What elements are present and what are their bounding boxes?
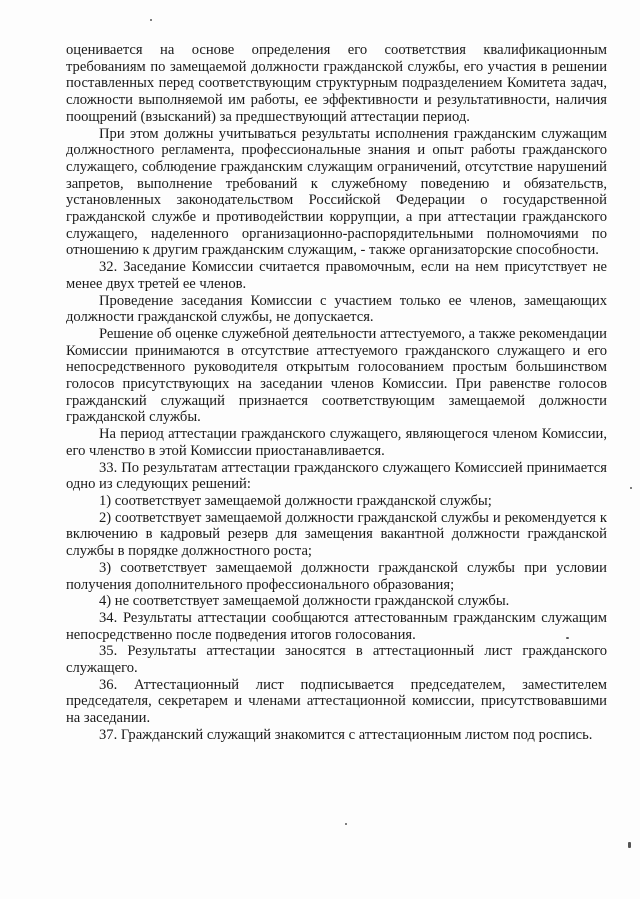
- scan-speck: [150, 19, 152, 21]
- scan-speck: [628, 842, 631, 848]
- document-body: [66, 42, 607, 744]
- paragraph-37-acknowledgement: 37. Гражданский служащий знакомится с аттестационным листом под роспись.: [99, 726, 593, 743]
- scan-speck: [566, 637, 569, 639]
- list-item-decision-4: 4) не соответствует замещаемой должности гражданской службы.: [99, 593, 510, 610]
- list-item-decision-2: 2) соответствует замещаемой должности гражданской службы и рекомендуется к включению в кадровый резерв для замещения вакантной должности гражданской службы в порядке должностного роста;: [66, 509, 607, 560]
- paragraph-32-decision-voting: Решение об оценке служебной деятельности аттестуемого, а также рекомендации Комиссии принимаются в отсутствие аттестуемого гражданского служащего и его непосредственного руководителя открытым голосованием простым большинством голосов присутствующих на заседании членов Комиссии. При равенстве голосов гражданский служащий признается соответствующим замещаемой должности гражданской службы.: [66, 325, 607, 426]
- paragraph-36-signing: 36. Аттестационный лист подписывается председателем, заместителем председателя, секретарем и членами аттестационной комиссии, присутствовавшими на заседании.: [66, 676, 607, 727]
- paragraph-32-members-only: Проведение заседания Комиссии с участием только ее членов, замещающих должности гражданской службы, не допускается.: [66, 292, 607, 326]
- scan-speck: [345, 823, 347, 825]
- paragraph-evaluation-criteria: При этом должны учитываться результаты исполнения гражданским служащим должностного регламента, профессиональные знания и опыт работы гражданского служащего, соблюдение гражданским служащим ограничений, отсутствие нарушений запретов, выполнение требований к служебному поведению и обязательств, установленных законодательством Российской Федерации о государственной гражданской службе и противодействии коррупции, а при аттестации гражданского служащего, наделенного организационно-распорядительными полномочиями по отношению к другим гражданским служащим, - также организаторские способности.: [66, 125, 607, 259]
- paragraph-continuation: оценивается на основе определения его соответствия квалификационным требованиям по замещаемой должности гражданской службы, его участия в решении поставленных перед соответствующим структурным подразделением Комитета задач, сложности выполняемой им работы, ее эффективности и результативности, наличия поощрений (взысканий) за предшествующий аттестации период.: [66, 42, 607, 125]
- list-item-decision-3: 3) соответствует замещаемой должности гражданской службы при условии получения дополнительного профессионального образования;: [66, 559, 607, 593]
- paragraph-35-results-recorded: 35. Результаты аттестации заносятся в аттестационный лист гражданского служащего.: [66, 643, 607, 677]
- paragraph-32-member-suspension: На период аттестации гражданского служащего, являющегося членом Комиссии, его членство в этой Комиссии приостанавливается.: [66, 426, 607, 459]
- paragraph-34-results: 34. Результаты аттестации сообщаются аттестованным гражданским служащим непосредственно после подведения итогов голосования.: [66, 609, 607, 643]
- scan-speck: [630, 487, 632, 489]
- paragraph-33-decisions: 33. По результатам аттестации гражданского служащего Комиссией принимается одно из следующих решений:: [66, 459, 607, 493]
- paragraph-32-quorum: 32. Заседание Комиссии считается правомочным, если на нем присутствует не менее двух третей ее членов.: [66, 259, 607, 292]
- list-item-decision-1: 1) соответствует замещаемой должности гражданской службы;: [99, 492, 492, 509]
